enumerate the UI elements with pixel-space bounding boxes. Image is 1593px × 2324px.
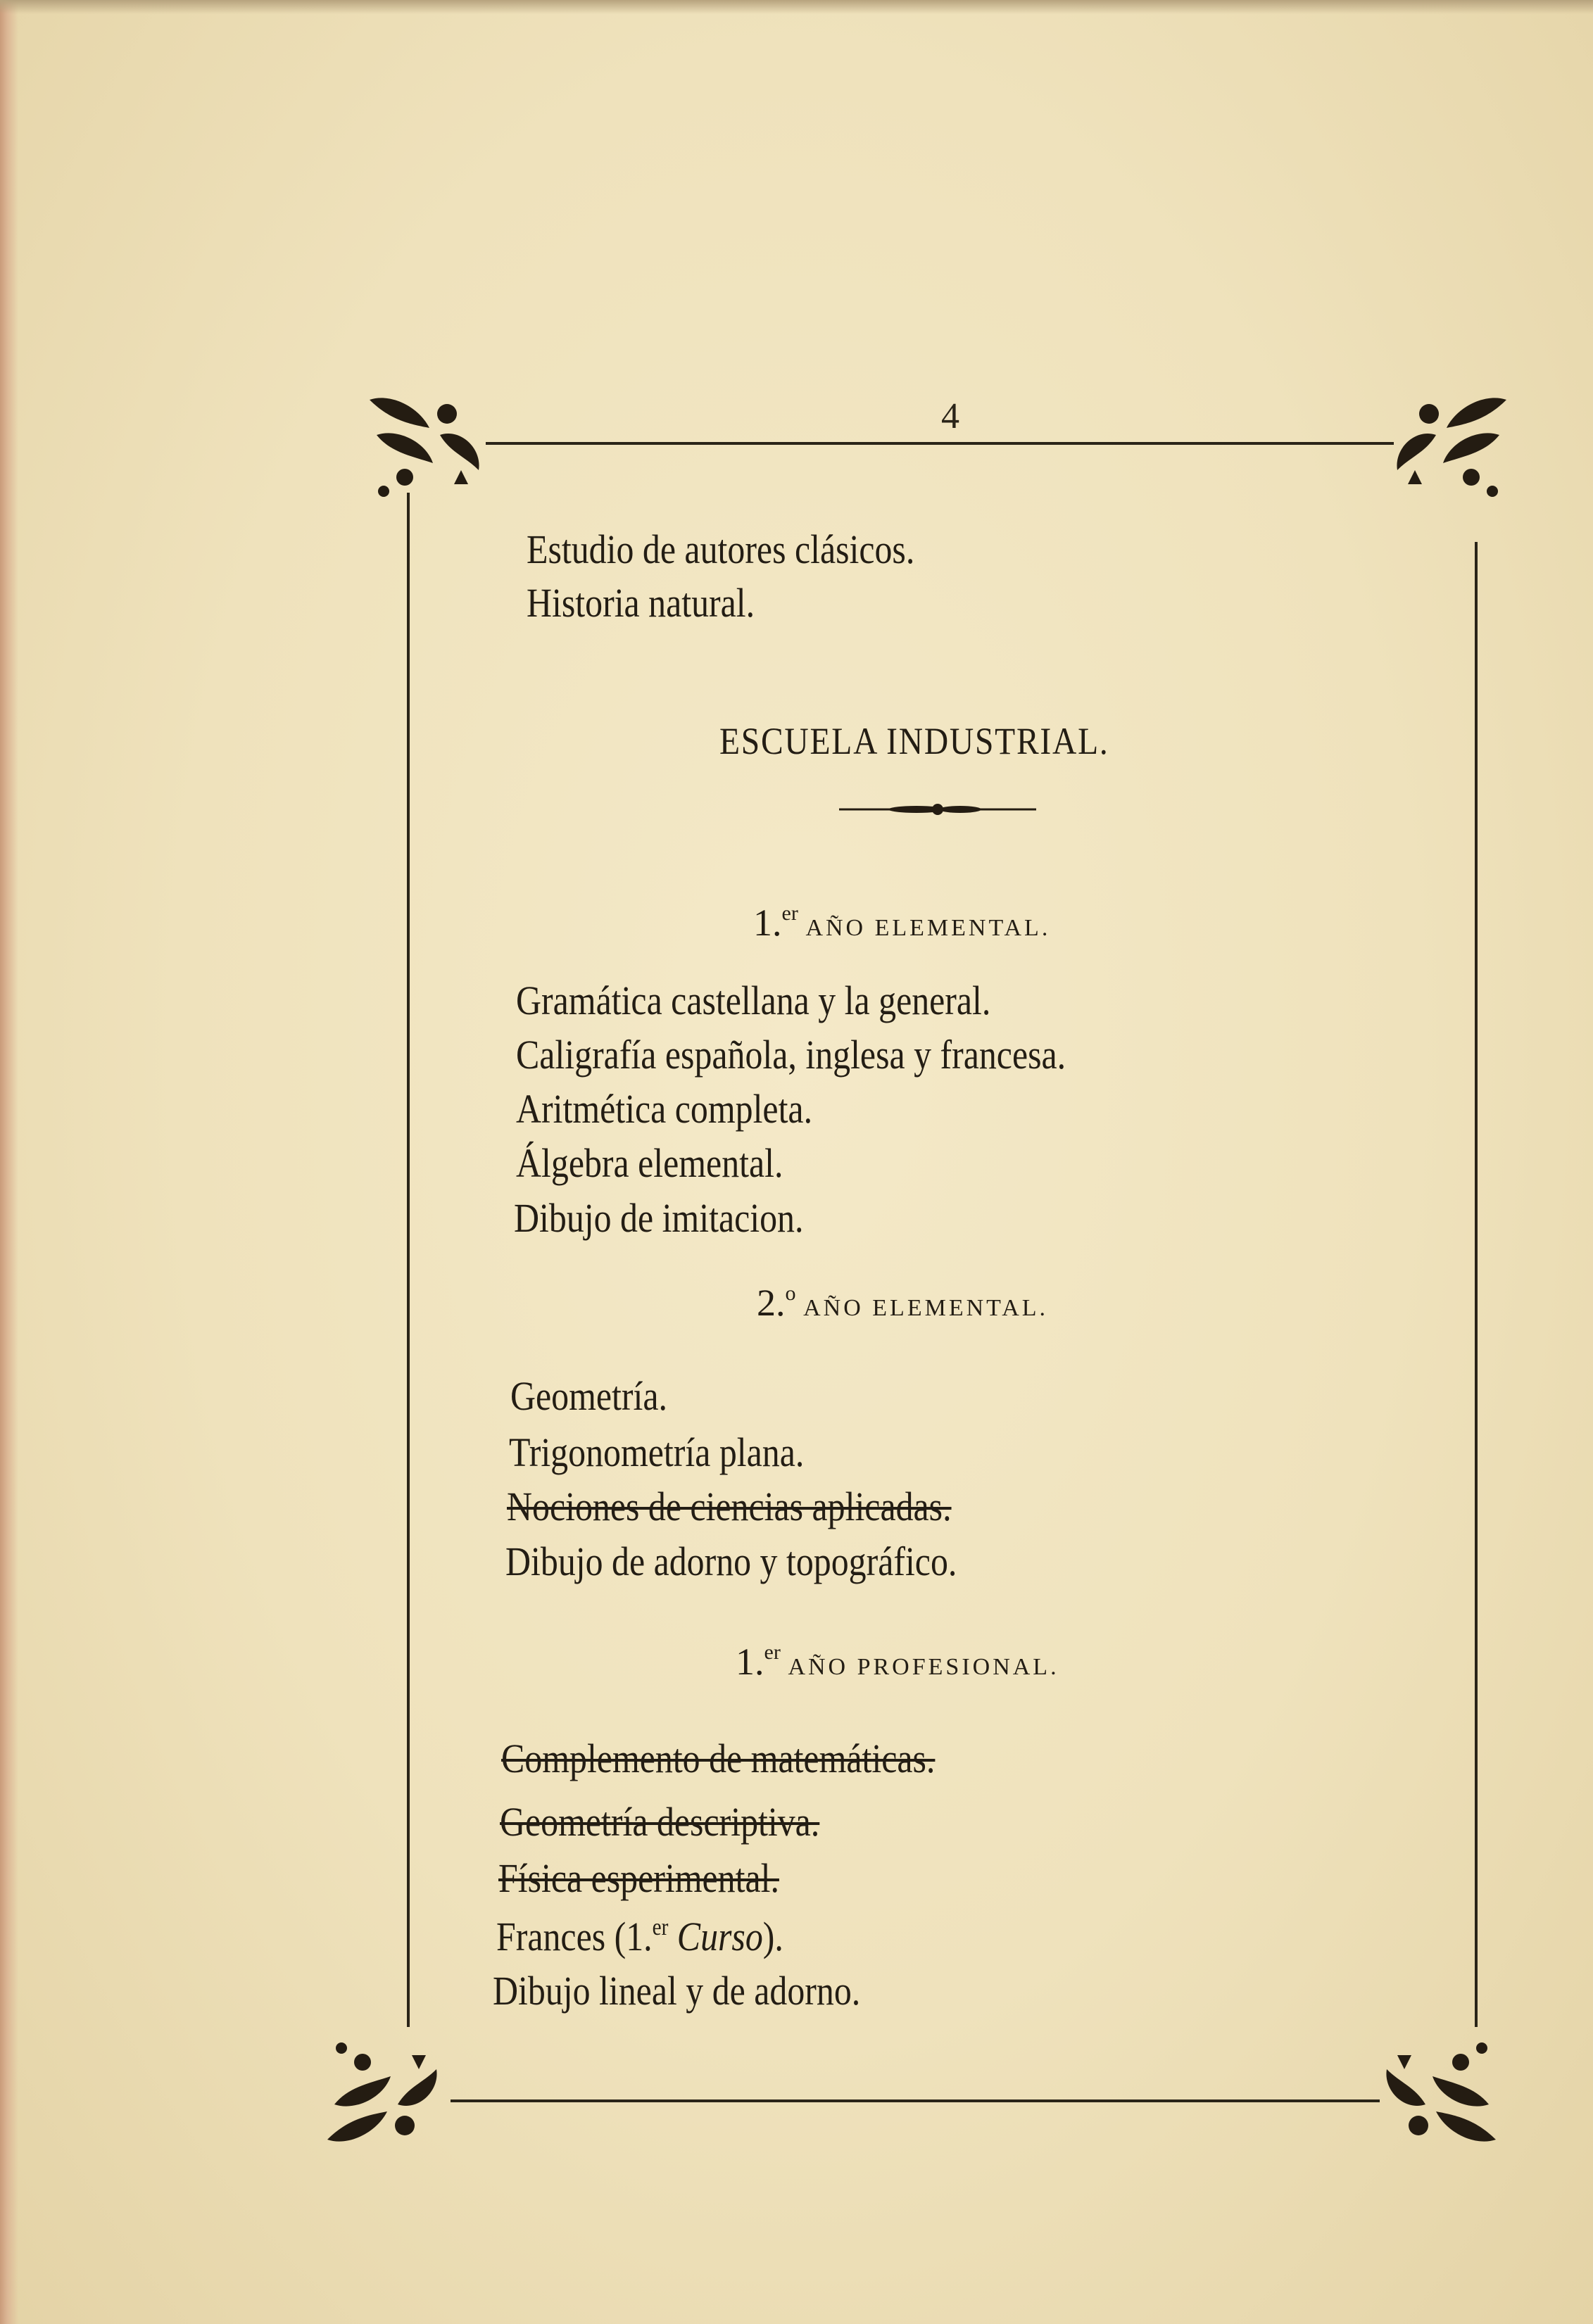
subhead-label: AÑO ELEMENTAL. <box>805 915 1051 941</box>
subject-line-struck: Nociones de ciencias aplicadas. <box>507 1484 952 1529</box>
subhead-year1-profesional <box>736 1640 1059 1684</box>
text-line-estudio: Estudio de autores clásicos. <box>527 526 915 572</box>
fleuron-corner-ornament-top-left <box>363 386 496 519</box>
subhead-label: AÑO PROFESIONAL. <box>788 1654 1059 1680</box>
subhead-ordinal: 2. <box>757 1282 786 1324</box>
fleuron-corner-ornament-bottom-right <box>1369 2020 1503 2154</box>
frances-curso: Curso <box>676 1914 763 1959</box>
subject-line: Dibujo lineal y de adorno. <box>493 1968 861 2014</box>
subject-line: Geometría. <box>510 1373 667 1419</box>
subject-line: Aritmética completa. <box>516 1086 813 1132</box>
subject-line-struck: Física esperimental. <box>498 1855 779 1901</box>
page-edge <box>0 0 18 2324</box>
subhead-year1-elemental <box>753 901 1050 945</box>
page-number: 4 <box>941 396 959 436</box>
subject-line: Caligrafía española, inglesa y francesa. <box>516 1032 1066 1078</box>
frame-left-line <box>407 493 410 2027</box>
frances-text: Frances (1. <box>496 1914 653 1959</box>
subhead-suffix: er <box>764 1641 781 1664</box>
subhead-suffix: o <box>785 1282 796 1305</box>
subject-line-struck: Complemento de matemáticas. <box>501 1736 936 1781</box>
fleuron-corner-ornament-top-right <box>1380 386 1513 519</box>
swelled-rule-ornament <box>839 799 1036 820</box>
subhead-label: AÑO ELEMENTAL. <box>803 1295 1049 1321</box>
subhead-year2-elemental <box>757 1281 1048 1325</box>
frame-bottom-line <box>451 2099 1380 2102</box>
fleuron-corner-ornament-bottom-left <box>320 2020 454 2154</box>
subject-line: Dibujo de adorno y topográfico. <box>505 1539 957 1584</box>
subhead-ordinal: 1. <box>753 902 782 944</box>
subject-line: Álgebra elemental. <box>516 1140 783 1186</box>
frame-top-line <box>486 442 1394 445</box>
frame-right-line <box>1475 542 1478 2027</box>
subject-line-struck: Geometría descriptiva. <box>500 1799 820 1845</box>
frances-suffix: er <box>652 1914 669 1940</box>
subject-line: Gramática castellana y la general. <box>516 978 991 1023</box>
subject-line: Dibujo de imitacion. <box>514 1195 804 1241</box>
subhead-ordinal: 1. <box>736 1641 764 1683</box>
frances-close: ). <box>762 1914 783 1959</box>
page-top-shadow <box>0 0 1593 14</box>
subject-line: Trigonometría plana. <box>509 1429 805 1475</box>
text-line-historia: Historia natural. <box>527 580 755 626</box>
section-title: ESCUELA INDUSTRIAL. <box>719 720 1109 762</box>
subject-line-frances <box>496 1916 783 1957</box>
subhead-suffix: er <box>781 902 798 925</box>
